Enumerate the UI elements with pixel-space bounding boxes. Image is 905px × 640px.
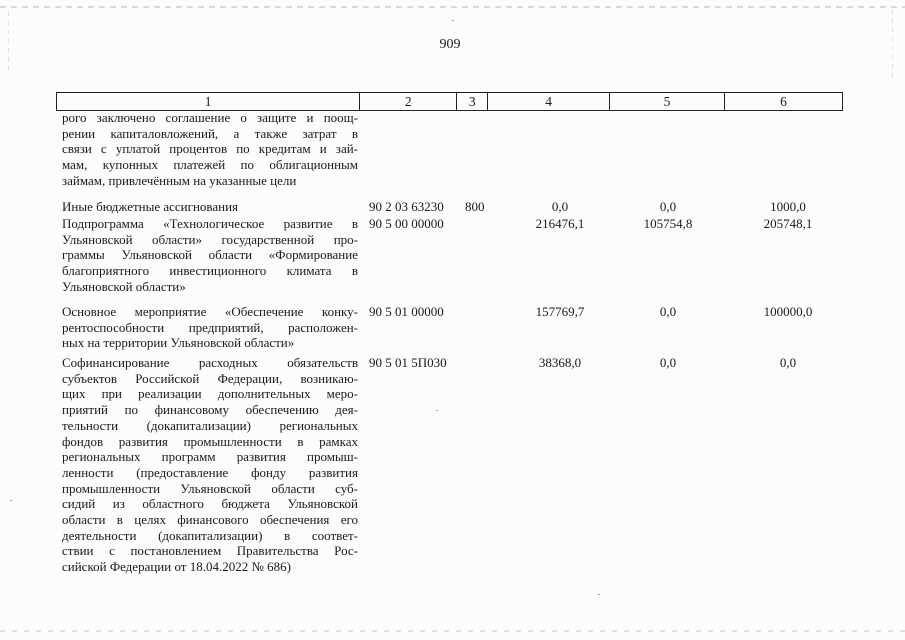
row-value-col6: 205748,1 (763, 216, 813, 231)
description-line: щих при реализации дополнительных меро- (62, 386, 358, 402)
row-code: 90 5 01 5П030 (369, 355, 447, 370)
scan-speck (10, 500, 12, 501)
table-row-description (62, 199, 358, 215)
header-col-4: 4 (488, 93, 610, 111)
scan-edge-bottom (0, 630, 905, 632)
row-value-col6: 1000,0 (770, 199, 806, 214)
description-line: фондов развития промышленности в рамках (62, 433, 358, 449)
scan-speck (452, 20, 454, 21)
description-line: промышленности Ульяновской области суб- (62, 480, 358, 496)
description-line: деятельности (докапитализации) в соответ- (62, 527, 358, 543)
description-line: рении капиталовложений, а также затрат в (62, 125, 358, 141)
header-col-2: 2 (360, 93, 457, 111)
row-value-col4: 157769,7 (535, 304, 585, 319)
row-value-col5: 105754,8 (643, 216, 693, 231)
description-line: субъектов Российской Федерации, возникаю- (62, 370, 358, 386)
header-col-3: 3 (457, 93, 488, 111)
continuation-description (62, 110, 358, 189)
description-line: области в целях финансового обеспечения его (62, 512, 358, 528)
description-line: тельности (докапитализации) региональных (62, 417, 358, 433)
description-line: Софинансирование расходных обязательств (62, 355, 358, 370)
description-line: сидий из областного бюджета Ульяновской (62, 496, 358, 512)
row-value-col4: 38368,0 (538, 355, 582, 370)
header-col-5: 5 (610, 93, 725, 111)
description-line: приятий по финансовому обеспечению дея- (62, 402, 358, 418)
row-value-col5: 0,0 (659, 199, 677, 214)
scan-edge-top (0, 6, 905, 8)
row-value-col6: 100000,0 (763, 304, 813, 319)
table-row-description (62, 304, 358, 351)
description-line: Подпрограмма «Технологическое развитие в (62, 216, 358, 231)
description-line: благоприятного инвестиционного климата в (62, 263, 358, 279)
row-value-col5: 0,0 (659, 355, 677, 370)
row-value-col4: 0,0 (551, 199, 569, 214)
row-code: 90 5 01 00000 (369, 304, 444, 319)
row-value-col6: 0,0 (779, 355, 797, 370)
description-line: региональных программ развития промыш- (62, 449, 358, 465)
description-line: ствии с постановлением Правительства Рос- (62, 543, 358, 559)
scan-speck (436, 410, 438, 411)
table-row-description (62, 355, 358, 575)
table-header (56, 92, 843, 111)
scan-edge-left (8, 12, 9, 72)
row-value-col4: 216476,1 (535, 216, 585, 231)
row-value-col5: 0,0 (659, 304, 677, 319)
row-expense-type: 800 (465, 199, 485, 214)
description-line: Ульяновской области» государственной про- (62, 231, 358, 247)
description-line: рентоспособности предприятий, расположен- (62, 319, 358, 335)
row-code: 90 5 00 00000 (369, 216, 444, 231)
scan-speck (598, 594, 600, 595)
description-line: связи с уплатой процентов по кредитам и зай- (62, 141, 358, 157)
description-line: Ульяновской области» (62, 278, 186, 294)
description-line: ных на территории Ульяновской области» (62, 335, 295, 351)
description-line: сийской Федерации от 18.04.2022 № 686) (62, 559, 291, 575)
page-number: 909 (439, 37, 461, 52)
description-line: Иные бюджетные ассигнования (62, 199, 239, 214)
description-line: Основное мероприятие «Обеспечение конку- (62, 304, 358, 319)
description-line: мам, купонных платежей по облигационным (62, 157, 358, 173)
description-line: рого заключено соглашение о защите и поощ- (62, 110, 358, 125)
header-col-1: 1 (57, 93, 360, 111)
header-col-6: 6 (725, 93, 843, 111)
scan-edge-right (892, 10, 893, 80)
description-line: граммы Ульяновской области «Формирование (62, 247, 358, 263)
table-row-description (62, 216, 358, 295)
row-code: 90 2 03 63230 (369, 199, 444, 214)
description-line: займам, привлечённым на указанные цели (62, 172, 297, 188)
description-line: ленности (предоставление фонду развития (62, 464, 358, 480)
